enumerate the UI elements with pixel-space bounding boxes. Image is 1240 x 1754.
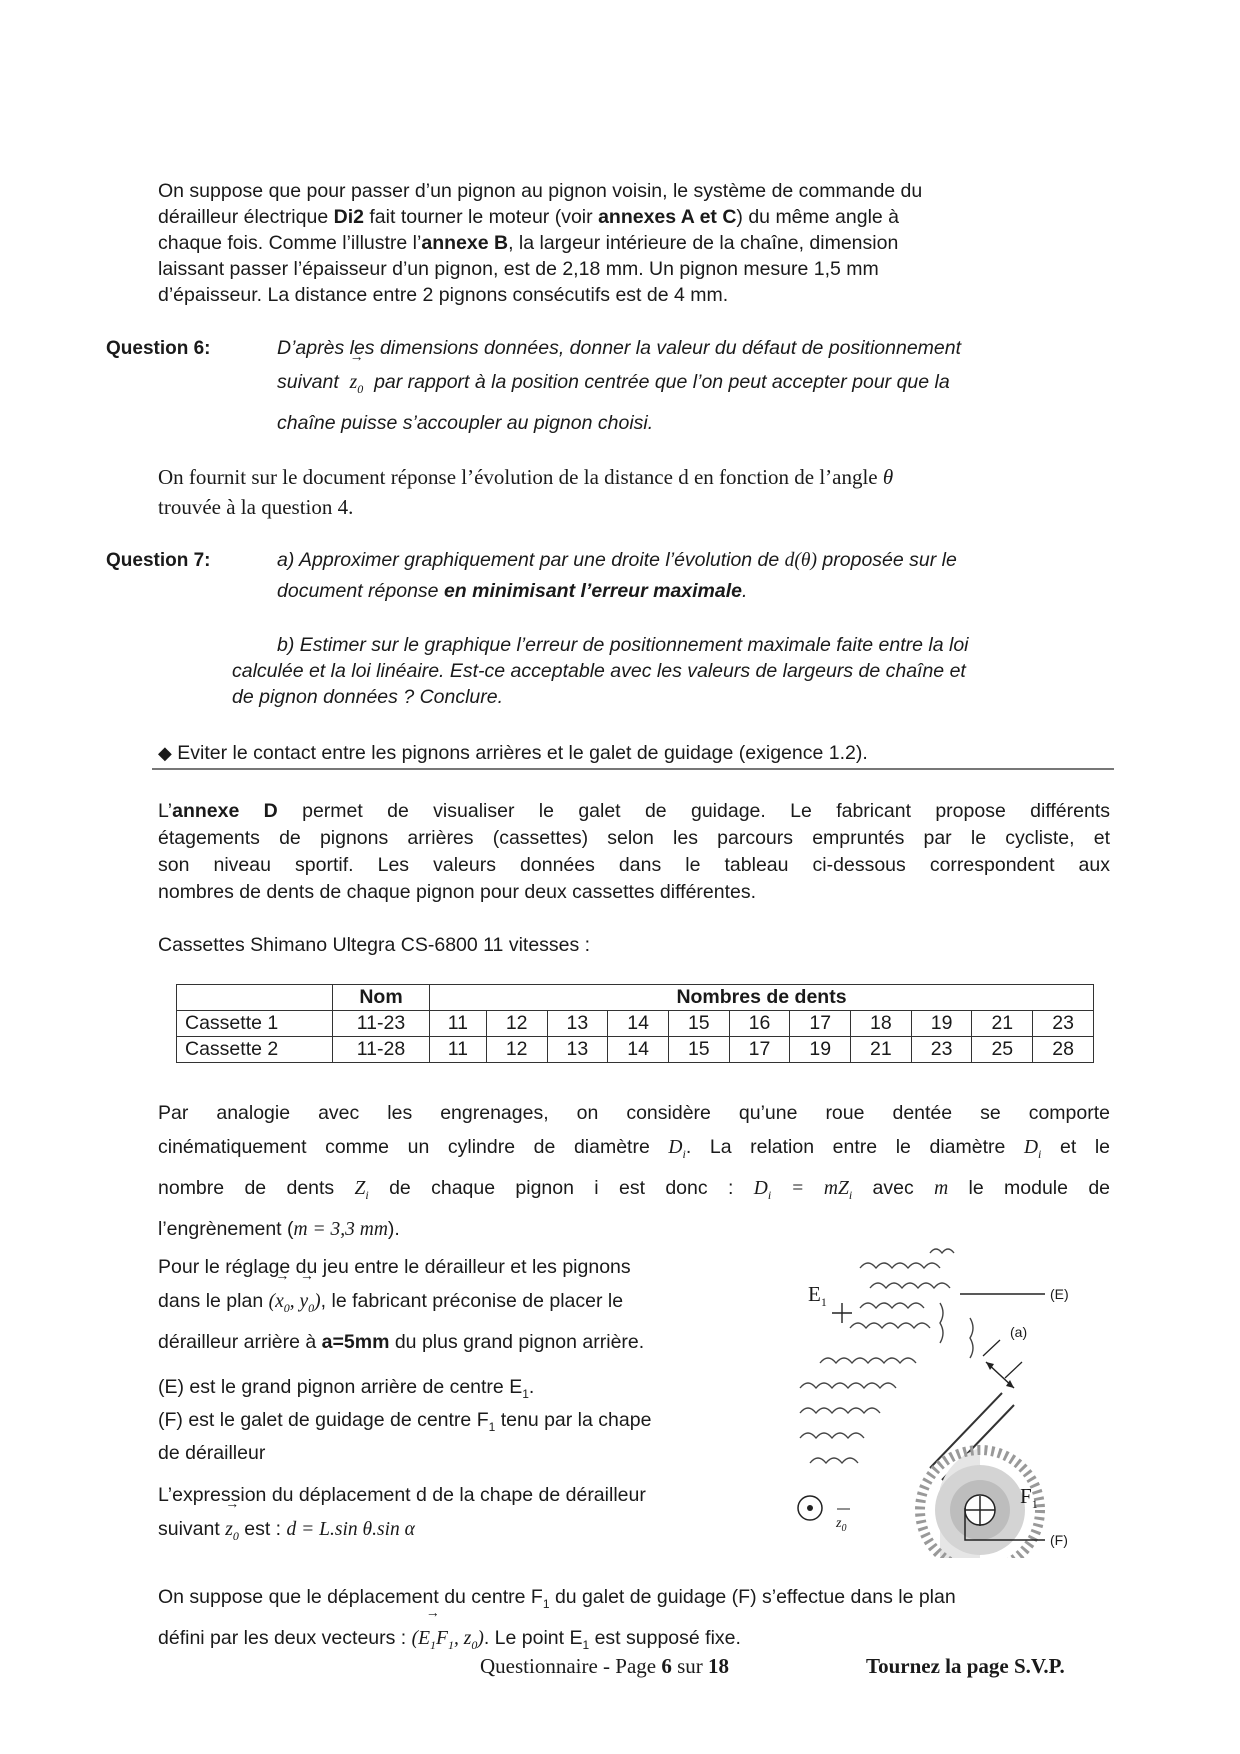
analogy-line-2: cinématiquement comme un cylindre de diamètre $D_i$. La relation entre le diamètre $D_i$ et le xyxy=(158,1136,1110,1161)
teeth-cell: 28 xyxy=(1033,1037,1094,1063)
table-header-row xyxy=(177,985,1094,1011)
teeth-cell: 15 xyxy=(668,1011,729,1037)
derailleur-diagram xyxy=(780,1228,1110,1558)
intro-line-1: On suppose que pour passer d’un pignon au pignon voisin, le système de commande du xyxy=(158,180,923,202)
z0-label: $z_0$ xyxy=(836,1516,847,1534)
row-nom: 11-28 xyxy=(333,1037,430,1063)
analogy-line-3: nombre de dents $Z_i$ de chaque pignon i est donc : $D_i = mZ_i$ avec m le module de xyxy=(158,1176,1111,1202)
q6-line-1: D’après les dimensions données, donner la valeur du défaut de positionnement xyxy=(277,337,962,359)
reglage-line-2: dans le plan (→ $x_0$, → $y_0$), le fabricant préconise de placer le xyxy=(158,1284,778,1325)
intro-line-4: laissant passer l’épaisseur d’un pignon, est de 2,18 mm. Un pignon mesure 1,5 mm xyxy=(158,258,879,280)
teeth-cell: 12 xyxy=(486,1037,547,1063)
annexe-line-2: étagements de pignons arrières (cassettes) selon les parcours empruntés par le cycliste, et xyxy=(158,827,1110,849)
header-nom: Nom xyxy=(333,985,430,1011)
teeth-cell: 11 xyxy=(430,1011,487,1037)
page-footer: Questionnaire - Page 6 sur 18 xyxy=(480,1654,730,1678)
reglage-line-3: dérailleur arrière à a=5mm du plus grand pignon arrière. xyxy=(158,1330,645,1353)
q7-b-line-3: de pignon données ? Conclure. xyxy=(232,686,504,708)
teeth-cell: 13 xyxy=(547,1037,608,1063)
intro-line-3: chaque fois. Comme l’illustre l’annexe B, la largeur intérieure de la chaîne, dimension xyxy=(158,232,899,254)
label-a: (a) xyxy=(1010,1324,1028,1340)
teeth-cell: 14 xyxy=(608,1037,669,1063)
annexe-line-3: son niveau sportif. Les valeurs données dans le tableau ci-dessous correspondent aux xyxy=(158,854,1110,876)
question-6-text xyxy=(277,331,1097,440)
header-nombres-de-dents: Nombres de dents xyxy=(430,985,1094,1011)
document-reponse-paragraph xyxy=(158,462,1098,522)
annexe-line-4: nombres de dents de chaque pignon pour deux cassettes différentes. xyxy=(158,881,757,903)
definitions xyxy=(158,1374,778,1466)
q7-a-line-2: document réponse en minimisant l’erreur maximale. xyxy=(277,580,748,602)
cassette-table xyxy=(176,984,1094,1063)
intro-line-2: dérailleur électrique Di2 fait tourner le moteur (voir annexes A et C) du même angle à xyxy=(158,206,900,228)
q6-line-2: suivant → $z_0$ par rapport à la position centrée que l’on peut accepter pour que la xyxy=(277,365,1097,406)
table-row xyxy=(177,1037,1094,1063)
tournez-la-page: Tournez la page S.V.P. xyxy=(866,1654,1065,1678)
expression-line-1: L’expression du déplacement d de la chape de dérailleur xyxy=(158,1484,646,1506)
section-divider xyxy=(152,768,1114,770)
teeth-cell: 23 xyxy=(911,1037,972,1063)
teeth-cell: 15 xyxy=(668,1037,729,1063)
table-row xyxy=(177,1011,1094,1037)
z0-vector: → $z_0$ xyxy=(350,366,364,406)
analogy-line-1: Par analogie avec les engrenages, on considère qu’une roue dentée se comporte xyxy=(158,1102,1110,1124)
label-e: (E) xyxy=(1050,1286,1069,1302)
final-line-1: On suppose que le déplacement du centre $F_1$ du galet de guidage (F) s’effectue dans le plan xyxy=(158,1586,956,1611)
annexe-line-1: L’annexe D permet de visualiser le galet de guidage. Le fabricant propose différents xyxy=(158,800,1111,822)
derailleur-figure xyxy=(780,1228,1110,1558)
teeth-cell: 17 xyxy=(790,1011,851,1037)
intro-paragraph xyxy=(158,178,1088,308)
teeth-cell: 14 xyxy=(608,1011,669,1037)
row-nom: 11-23 xyxy=(333,1011,430,1037)
analogy-paragraph xyxy=(158,1096,1110,1247)
teeth-cell: 16 xyxy=(729,1011,790,1037)
section-heading xyxy=(158,740,1098,766)
q6-line-3: chaîne puisse s’accoupler au pignon choisi. xyxy=(277,411,654,434)
label-f: (F) xyxy=(1050,1532,1068,1548)
expression-line-2: suivant → $z_0$ est : d = L.sin θ.sin α xyxy=(158,1512,778,1553)
question-7-text xyxy=(277,545,1107,606)
annexe-d-paragraph xyxy=(158,798,1110,906)
q7-b-line-2: calculée et la loi linéaire. Est-ce acceptable avec les valeurs de largeurs de chaîne et xyxy=(232,660,966,682)
section-title: Eviter le contact entre les pignons arrières et le galet de guidage (exigence 1.2). xyxy=(177,742,868,764)
def-f: (F) est le galet de guidage de centre $F_1$ tenu par la chape xyxy=(158,1408,652,1434)
teeth-cell: 12 xyxy=(486,1011,547,1037)
table-caption: Cassettes Shimano Ultegra CS-6800 11 vitesses : xyxy=(158,934,591,956)
final-paragraph xyxy=(158,1580,1118,1662)
q7-a-line-1: a) Approximer graphiquement par une droite l’évolution de d(θ) proposée sur le xyxy=(277,549,957,571)
serif-line-1: On fournit sur le document réponse l’évolution de la distance d en fonction de l’angle θ xyxy=(158,465,894,489)
teeth-cell: 11 xyxy=(430,1037,487,1063)
diamond-bullet-icon: ◆ xyxy=(158,743,172,763)
question-7b-text xyxy=(232,632,1112,710)
question-7-label: Question 7: xyxy=(106,550,211,571)
def-f-cont: de dérailleur xyxy=(158,1441,266,1464)
def-e: (E) est le grand pignon arrière de centre $E_1$. xyxy=(158,1376,535,1401)
teeth-cell: 21 xyxy=(851,1037,912,1063)
teeth-cell: 13 xyxy=(547,1011,608,1037)
intro-line-5: d’épaisseur. La distance entre 2 pignons consécutifs est de 4 mm. xyxy=(158,284,729,306)
expression-paragraph xyxy=(158,1478,778,1553)
teeth-cell: 21 xyxy=(972,1011,1033,1037)
row-label: Cassette 2 xyxy=(177,1037,333,1063)
reglage-paragraph xyxy=(158,1250,778,1359)
teeth-cell: 19 xyxy=(911,1011,972,1037)
displacement-formula: d = L.sin θ.sin α xyxy=(286,1519,415,1540)
question-6-label: Question 6: xyxy=(106,338,211,359)
f1-label: $F_1$ xyxy=(1020,1484,1038,1512)
e1-label: $E_1$ xyxy=(808,1282,827,1310)
analogy-line-4: l’engrènement (m = 3,3 mm). xyxy=(158,1217,400,1240)
q7-b-line-1: b) Estimer sur le graphique l’erreur de positionnement maximale faite entre la loi xyxy=(277,634,969,656)
teeth-cell: 25 xyxy=(972,1037,1033,1063)
teeth-cell: 19 xyxy=(790,1037,851,1063)
teeth-cell: 23 xyxy=(1033,1011,1094,1037)
row-label: Cassette 1 xyxy=(177,1011,333,1037)
final-line-2: défini par les deux vecteurs : → ($E_1F_1$, $z_0$). Le point $E_1$ est supposé fixe. xyxy=(158,1621,1118,1662)
reglage-line-1: Pour le réglage du jeu entre le dérailleur et les pignons xyxy=(158,1256,631,1278)
teeth-cell: 18 xyxy=(851,1011,912,1037)
teeth-cell: 17 xyxy=(729,1037,790,1063)
serif-line-2: trouvée à la question 4. xyxy=(158,495,354,519)
